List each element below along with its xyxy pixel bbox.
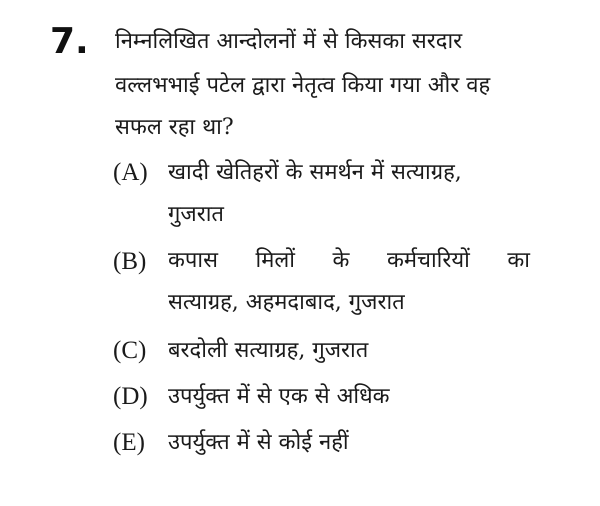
option-d-label: (D) [113,383,148,410]
option-b-text-line-2: सत्याग्रह, अहमदाबाद, गुजरात [168,290,405,315]
option-a-text-line-1: खादी खेतिहरों के समर्थन में सत्याग्रह, [168,160,462,185]
option-b-word: का [507,248,530,273]
option-b-text-line-1 [168,248,530,274]
option-a-label: (A) [113,159,148,186]
question-text-line-1: निम्नलिखित आन्दोलनों में से किसका सरदार [115,29,463,54]
option-b-label: (B) [113,248,147,275]
option-b-word: कर्मचारियों [386,248,470,273]
option-c-text: बरदोली सत्याग्रह, गुजरात [168,338,369,363]
question-text-line-3: सफल रहा था? [115,115,234,140]
question-number: 7. [50,21,89,62]
option-e-label: (E) [113,429,145,456]
question-text-line-2: वल्लभभाई पटेल द्वारा नेतृत्व किया गया और वह [115,73,491,98]
option-c-label: (C) [113,337,147,364]
option-d-text: उपर्युक्त में से एक से अधिक [168,384,390,409]
option-b-word: के [332,248,350,273]
option-a-text-line-2: गुजरात [168,202,224,227]
option-e-text: उपर्युक्त में से कोई नहीं [168,430,349,455]
option-b-word: मिलों [255,248,295,273]
option-b-word: कपास [168,248,218,273]
